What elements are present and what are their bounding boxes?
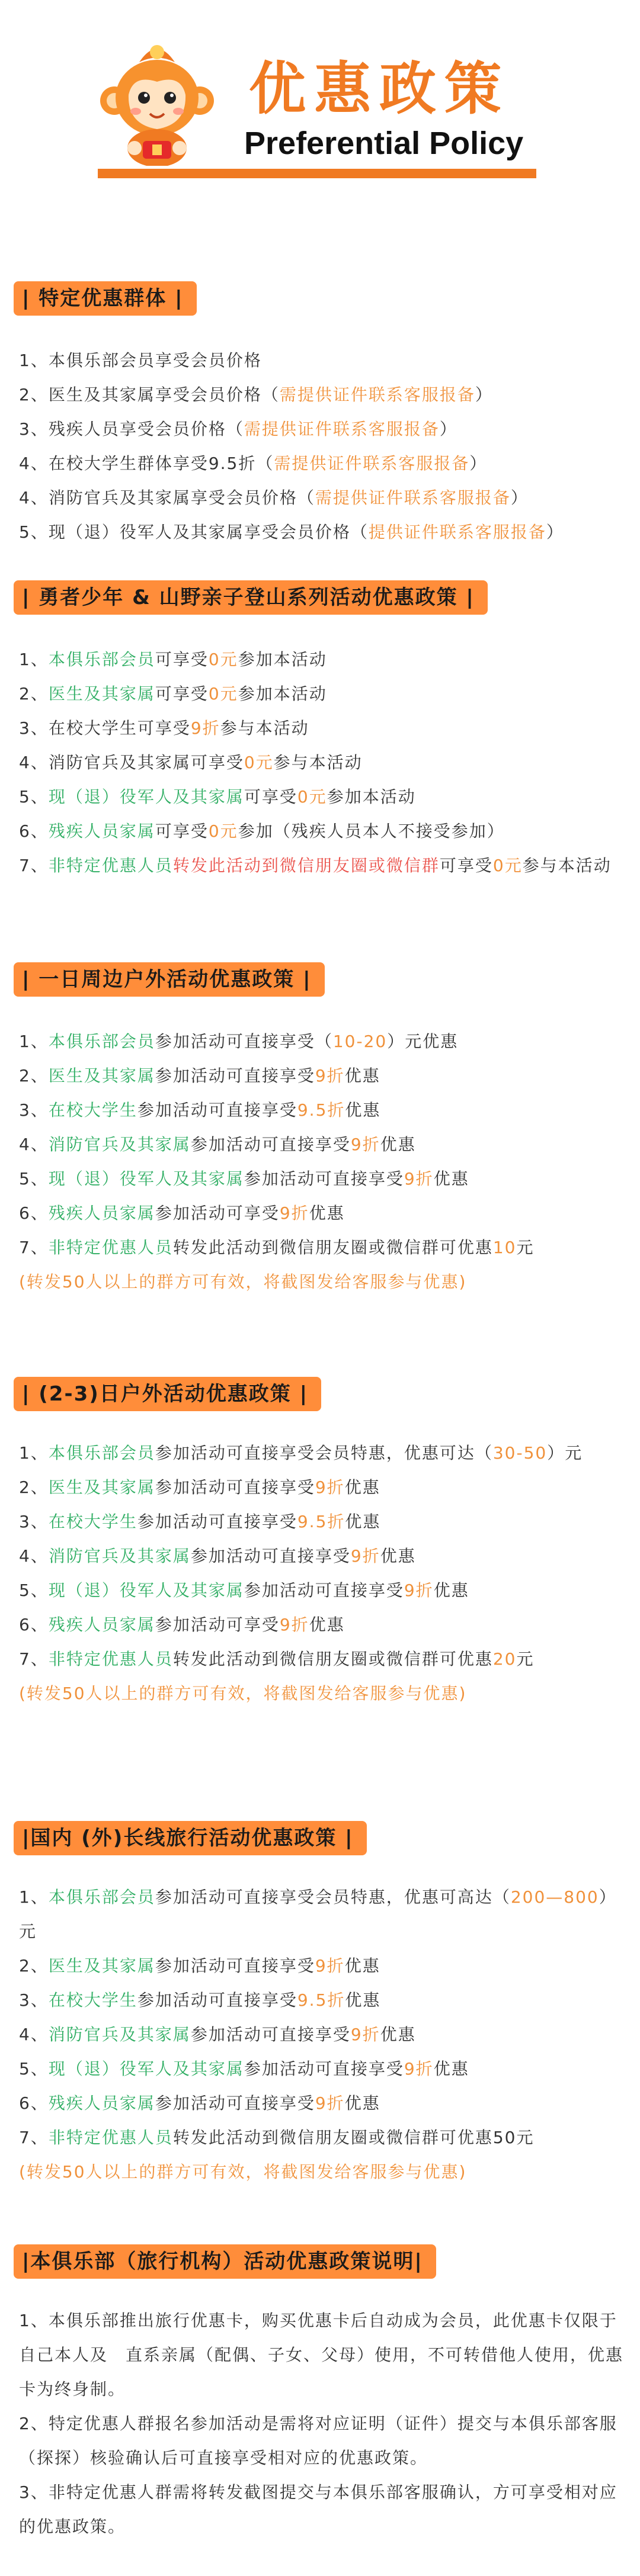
policy-line: [19, 2052, 623, 2086]
policy-text-segment: 3、: [19, 1990, 49, 2010]
policy-text-segment: 残疾人员家属: [48, 1203, 155, 1223]
policy-line: [19, 711, 623, 746]
policy-text-segment: 残疾人员家属: [48, 2093, 155, 2113]
policy-line: [19, 2155, 623, 2189]
policy-line: [19, 849, 623, 883]
policy-text-segment: 医生及其家属: [48, 1956, 155, 1976]
policy-text-segment: 2、特定优惠人群报名参加活动是需将对应证明（证件）提交与本俱乐部客服（探探）核验确认后可直接享受相对应的优惠政策。: [19, 2414, 617, 2468]
section-tag: |国内 (外)长线旅行活动优惠政策 |: [14, 1821, 367, 1855]
policy-line: [19, 2086, 623, 2121]
policy-text-segment: 2、: [19, 1477, 49, 1497]
policy-text-segment: 参加活动可直接享受: [137, 1990, 297, 2010]
policy-text-segment: 3、残疾人员享受会员价格（: [19, 419, 244, 439]
policy-text-segment: 优惠: [345, 1990, 381, 2010]
policy-text-segment: 优惠: [344, 1956, 380, 1976]
policy-text-segment: 可享受: [155, 821, 209, 841]
policy-line: [19, 1505, 623, 1539]
policy-text-segment: 9折: [350, 2025, 380, 2044]
policy-text-segment: 9.5折: [297, 1512, 345, 1531]
policy-text-segment: 参加活动可享受: [155, 1615, 280, 1634]
policy-text-segment: 参加本活动: [238, 684, 327, 704]
policy-text-segment: 转发此活动到微信朋友圈或微信群可优惠: [172, 1649, 493, 1669]
section-lines: [19, 643, 623, 883]
policy-line: [19, 2407, 623, 2475]
section-tag: | 特定优惠群体 |: [14, 281, 197, 316]
policy-text-segment: 优惠: [309, 1203, 345, 1223]
policy-text-segment: 医生及其家属: [48, 684, 155, 704]
policy-text-segment: 7、: [19, 856, 49, 875]
policy-text-segment: 在校大学生: [48, 1512, 137, 1531]
policy-text-segment: 非特定优惠人员: [48, 2128, 173, 2147]
policy-line: [19, 343, 623, 378]
policy-text-segment: 可享受: [155, 650, 209, 669]
policy-text-segment: 优惠: [380, 2025, 416, 2044]
policy-line: [19, 1265, 623, 1299]
policy-text-segment: 优惠: [344, 1066, 380, 1085]
policy-line: [19, 746, 623, 780]
policy-text-segment: 元: [516, 1238, 535, 1257]
policy-text-segment: 7、: [19, 1649, 49, 1669]
policy-text-segment: 可享受: [244, 787, 297, 807]
policy-text-segment: 参加活动可直接享受: [244, 2059, 404, 2079]
policy-text-segment: 4、: [19, 1135, 49, 1154]
policy-text-segment: 0元: [297, 787, 327, 807]
policy-text-segment: 参加本活动: [327, 787, 416, 807]
policy-text-segment: 5、: [19, 2059, 49, 2079]
policy-line: [19, 2475, 623, 2544]
policy-text-segment: ）: [475, 385, 493, 404]
policy-text-segment: 参加活动可直接享受: [190, 2025, 351, 2044]
policy-text-segment: (转发50人以上的群方可有效，将截图发给客服参与优惠): [19, 2162, 467, 2182]
policy-text-segment: 200—800: [510, 1887, 599, 1907]
policy-text-segment: 需提供证件联系客服报备: [315, 488, 511, 508]
policy-text-segment: 2、: [19, 1066, 49, 1085]
policy-line: [19, 1573, 623, 1608]
policy-text-segment: 优惠: [433, 1169, 469, 1189]
policy-text-segment: 参加活动可直接享受: [155, 1956, 315, 1976]
section-lines: [19, 1880, 623, 2189]
policy-line: [19, 447, 623, 481]
policy-line: [19, 1024, 623, 1059]
policy-text-segment: 6、: [19, 821, 49, 841]
policy-text-segment: ）元: [19, 1887, 617, 1941]
policy-text-segment: 优惠: [344, 1477, 380, 1497]
policy-text-segment: 优惠: [345, 1512, 381, 1531]
policy-text-segment: 优惠: [309, 1615, 345, 1634]
policy-text-segment: 参加活动可直接享受: [155, 2093, 315, 2113]
policy-text-segment: 非特定优惠人员: [48, 856, 173, 875]
policy-line: [19, 643, 623, 677]
policy-text-segment: 9折: [315, 2093, 345, 2113]
policy-text-segment: 0元: [208, 684, 238, 704]
policy-text-segment: 可享受: [439, 856, 493, 875]
policy-text-segment: 现（退）役军人及其家属: [48, 1169, 244, 1189]
section-tag: | 勇者少年 & 山野亲子登山系列活动优惠政策 |: [14, 580, 488, 615]
policy-text-segment: 残疾人员家属: [48, 821, 155, 841]
policy-text-segment: 非特定优惠人员: [48, 1238, 173, 1257]
policy-text-segment: 现（退）役军人及其家属: [48, 787, 244, 807]
policy-text-segment: 消防官兵及其家属: [48, 2025, 191, 2044]
policy-text-segment: 7、: [19, 2128, 49, 2147]
policy-text-segment: 优惠: [345, 1100, 381, 1120]
policy-text-segment: ）: [469, 454, 488, 473]
policy-line: [19, 814, 623, 849]
policy-text-segment: 0元: [208, 821, 238, 841]
policy-text-segment: 非特定优惠人员: [48, 1649, 173, 1669]
policy-text-segment: 参加活动可直接享受: [190, 1546, 351, 1566]
policy-line: [19, 1949, 623, 1983]
policy-text-segment: 本俱乐部会员: [48, 1032, 155, 1051]
policy-text-segment: 1、: [19, 650, 49, 669]
policy-text-segment: 6、: [19, 1615, 49, 1634]
policy-line: [19, 1983, 623, 2018]
policy-text-segment: 9折: [190, 718, 220, 738]
policy-text-segment: 参加活动可直接享受（: [155, 1032, 333, 1051]
policy-text-segment: 9折: [279, 1203, 309, 1223]
policy-text-segment: 6、: [19, 1203, 49, 1223]
policy-text-segment: 5、: [19, 787, 49, 807]
header: [98, 24, 548, 178]
policy-line: [19, 2121, 623, 2155]
page-title: 优惠政策: [249, 55, 510, 122]
policy-text-segment: 优惠: [344, 2093, 380, 2113]
policy-text-segment: 5、现（退）役军人及其家属享受会员价格（: [19, 522, 369, 542]
policy-text-segment: ）: [510, 488, 529, 508]
policy-text-segment: 可享受: [155, 684, 209, 704]
policy-text-segment: 4、: [19, 1546, 49, 1566]
policy-text-segment: 3、: [19, 1100, 49, 1120]
policy-line: [19, 1128, 623, 1162]
policy-text-segment: 4、消防官兵及其家属可享受: [19, 753, 244, 772]
policy-text-segment: 1、本俱乐部会员享受会员价格: [19, 351, 262, 370]
policy-text-segment: 参加活动可直接享受: [244, 1169, 404, 1189]
policy-text-segment: 9折: [315, 1066, 345, 1085]
policy-text-segment: 残疾人员家属: [48, 1615, 155, 1634]
policy-line: [19, 1539, 623, 1573]
policy-line: [19, 1608, 623, 1642]
policy-line: [19, 1162, 623, 1196]
policy-text-segment: 在校大学生: [48, 1990, 137, 2010]
policy-text-segment: 优惠: [380, 1135, 416, 1154]
policy-text-segment: 9.5折: [297, 1100, 345, 1120]
policy-text-segment: 参与本活动: [220, 718, 309, 738]
policy-line: [19, 1093, 623, 1128]
policy-text-segment: 参与本活动: [522, 856, 612, 875]
policy-text-segment: 转发此活动到微信朋友圈或微信群可优惠50元: [172, 2128, 535, 2147]
policy-text-segment: 2、: [19, 1956, 49, 1976]
policy-text-segment: 10: [492, 1238, 517, 1257]
policy-line: [19, 515, 623, 550]
policy-text-segment: 9.5折: [297, 1990, 345, 2010]
policy-line: [19, 1470, 623, 1505]
policy-text-segment: 现（退）役军人及其家属: [48, 2059, 244, 2079]
policy-text-segment: 参加本活动: [238, 650, 327, 669]
policy-text-segment: 9折: [279, 1615, 309, 1634]
policy-text-segment: 2、医生及其家属享受会员价格（: [19, 385, 280, 404]
policy-text-segment: 消防官兵及其家属: [48, 1546, 191, 1566]
policy-text-segment: 4、消防官兵及其家属享受会员价格（: [19, 488, 315, 508]
section-lines: [19, 1024, 623, 1299]
policy-text-segment: 7、: [19, 1238, 49, 1257]
policy-text-segment: 参加活动可直接享受: [155, 1477, 315, 1497]
policy-text-segment: 需提供证件联系客服报备: [274, 454, 470, 473]
policy-line: [19, 1880, 623, 1949]
title-underline: [98, 169, 536, 178]
section-lines: [19, 2304, 623, 2544]
policy-text-segment: 5、: [19, 1581, 49, 1600]
policy-text-segment: 1、: [19, 1887, 49, 1907]
policy-text-segment: 元: [516, 1649, 535, 1669]
policy-text-segment: 0元: [208, 650, 238, 669]
policy-text-segment: 本俱乐部会员: [48, 650, 155, 669]
policy-text-segment: 9折: [404, 2059, 434, 2079]
policy-line: [19, 412, 623, 447]
policy-line: [19, 1231, 623, 1265]
policy-text-segment: 参加活动可直接享受会员特惠，优惠可达（: [155, 1443, 493, 1463]
policy-text-segment: (转发50人以上的群方可有效，将截图发给客服参与优惠): [19, 1684, 467, 1703]
policy-text-segment: 需提供证件联系客服报备: [279, 385, 475, 404]
policy-text-segment: 0元: [244, 753, 274, 772]
policy-text-segment: 提供证件联系客服报备: [368, 522, 546, 542]
policy-text-segment: 4、在校大学生群体享受9.5折（: [19, 454, 274, 473]
policy-text-segment: ）: [546, 522, 564, 542]
policy-text-segment: 参加活动可直接享受: [155, 1066, 315, 1085]
policy-text-segment: 9折: [350, 1546, 380, 1566]
section-tag: | (2-3)日户外活动优惠政策 |: [14, 1377, 321, 1411]
policy-text-segment: 6、: [19, 2093, 49, 2113]
policy-text-segment: 3、非特定优惠人群需将转发截图提交与本俱乐部客服确认，方可享受相对应的优惠政策。: [19, 2482, 617, 2536]
policy-line: [19, 1196, 623, 1231]
policy-line: [19, 780, 623, 814]
policy-text-segment: 3、: [19, 1512, 49, 1531]
policy-text-segment: 本俱乐部会员: [48, 1887, 155, 1907]
policy-text-segment: 优惠: [433, 2059, 469, 2079]
policy-text-segment: 转发此活动到微信朋友圈或微信群可优惠: [172, 1238, 493, 1257]
policy-text-segment: 需提供证件联系客服报备: [244, 419, 440, 439]
policy-text-segment: 1、本俱乐部推出旅行优惠卡，购买优惠卡后自动成为会员，此优惠卡仅限于自己本人及 直系亲属（配偶、子女、父母）使用，不可转借他人使用，优惠卡为终身制。: [19, 2311, 624, 2399]
policy-text-segment: 参加活动可直接享受会员特惠，优惠可高达（: [155, 1887, 511, 1907]
policy-text-segment: 10-20: [332, 1032, 388, 1051]
policy-text-segment: 1、: [19, 1443, 49, 1463]
policy-text-segment: 5、: [19, 1169, 49, 1189]
policy-line: [19, 677, 623, 711]
section-tag: | 一日周边户外活动优惠政策 |: [14, 962, 325, 997]
policy-text-segment: 9折: [350, 1135, 380, 1154]
policy-text-segment: 参加活动可直接享受: [137, 1100, 297, 1120]
policy-text-segment: 现（退）役军人及其家属: [48, 1581, 244, 1600]
policy-text-segment: ）: [439, 419, 457, 439]
policy-text-segment: 参加活动可享受: [155, 1203, 280, 1223]
policy-text-segment: 参加（残疾人员本人不接受参加）: [238, 821, 505, 841]
policy-text-segment: 参加活动可直接享受: [190, 1135, 351, 1154]
policy-line: [19, 481, 623, 515]
policy-text-segment: 参加活动可直接享受: [137, 1512, 297, 1531]
policy-text-segment: 30-50: [492, 1443, 548, 1463]
policy-text-segment: 参与本活动: [273, 753, 363, 772]
policy-line: [19, 1059, 623, 1093]
policy-text-segment: ）元: [547, 1443, 583, 1463]
section-tag: |本俱乐部（旅行机构）活动优惠政策说明|: [14, 2244, 436, 2279]
policy-text-segment: 本俱乐部会员: [48, 1443, 155, 1463]
policy-text-segment: 0元: [492, 856, 523, 875]
policy-text-segment: 9折: [404, 1581, 434, 1600]
policy-line: [19, 378, 623, 412]
monkey-mascot-icon: [98, 36, 216, 166]
policy-text-segment: 3、在校大学生可享受: [19, 718, 191, 738]
policy-text-segment: 20: [492, 1649, 517, 1669]
policy-text-segment: 在校大学生: [48, 1100, 137, 1120]
policy-text-segment: ）元优惠: [387, 1032, 459, 1051]
policy-text-segment: (转发50人以上的群方可有效，将截图发给客服参与优惠): [19, 1272, 467, 1292]
policy-text-segment: 优惠: [433, 1581, 469, 1600]
policy-line: [19, 1436, 623, 1470]
policy-text-segment: 医生及其家属: [48, 1066, 155, 1085]
policy-line: [19, 1676, 623, 1711]
policy-text-segment: 9折: [315, 1477, 345, 1497]
section-lines: [19, 343, 623, 550]
policy-text-segment: 医生及其家属: [48, 1477, 155, 1497]
policy-line: [19, 2018, 623, 2052]
policy-text-segment: 9折: [315, 1956, 345, 1976]
policy-text-segment: 优惠: [380, 1546, 416, 1566]
policy-text-segment: 4、: [19, 2025, 49, 2044]
section-lines: [19, 1436, 623, 1711]
policy-text-segment: 1、: [19, 1032, 49, 1051]
policy-text-segment: 转发此活动到微信朋友圈或微信群: [172, 856, 440, 875]
policy-text-segment: 参加活动可直接享受: [244, 1581, 404, 1600]
policy-text-segment: 消防官兵及其家属: [48, 1135, 191, 1154]
policy-line: [19, 2304, 623, 2407]
policy-text-segment: 2、: [19, 684, 49, 704]
policy-text-segment: 9折: [404, 1169, 434, 1189]
policy-line: [19, 1642, 623, 1676]
page-subtitle: Preferential Policy: [244, 126, 524, 161]
